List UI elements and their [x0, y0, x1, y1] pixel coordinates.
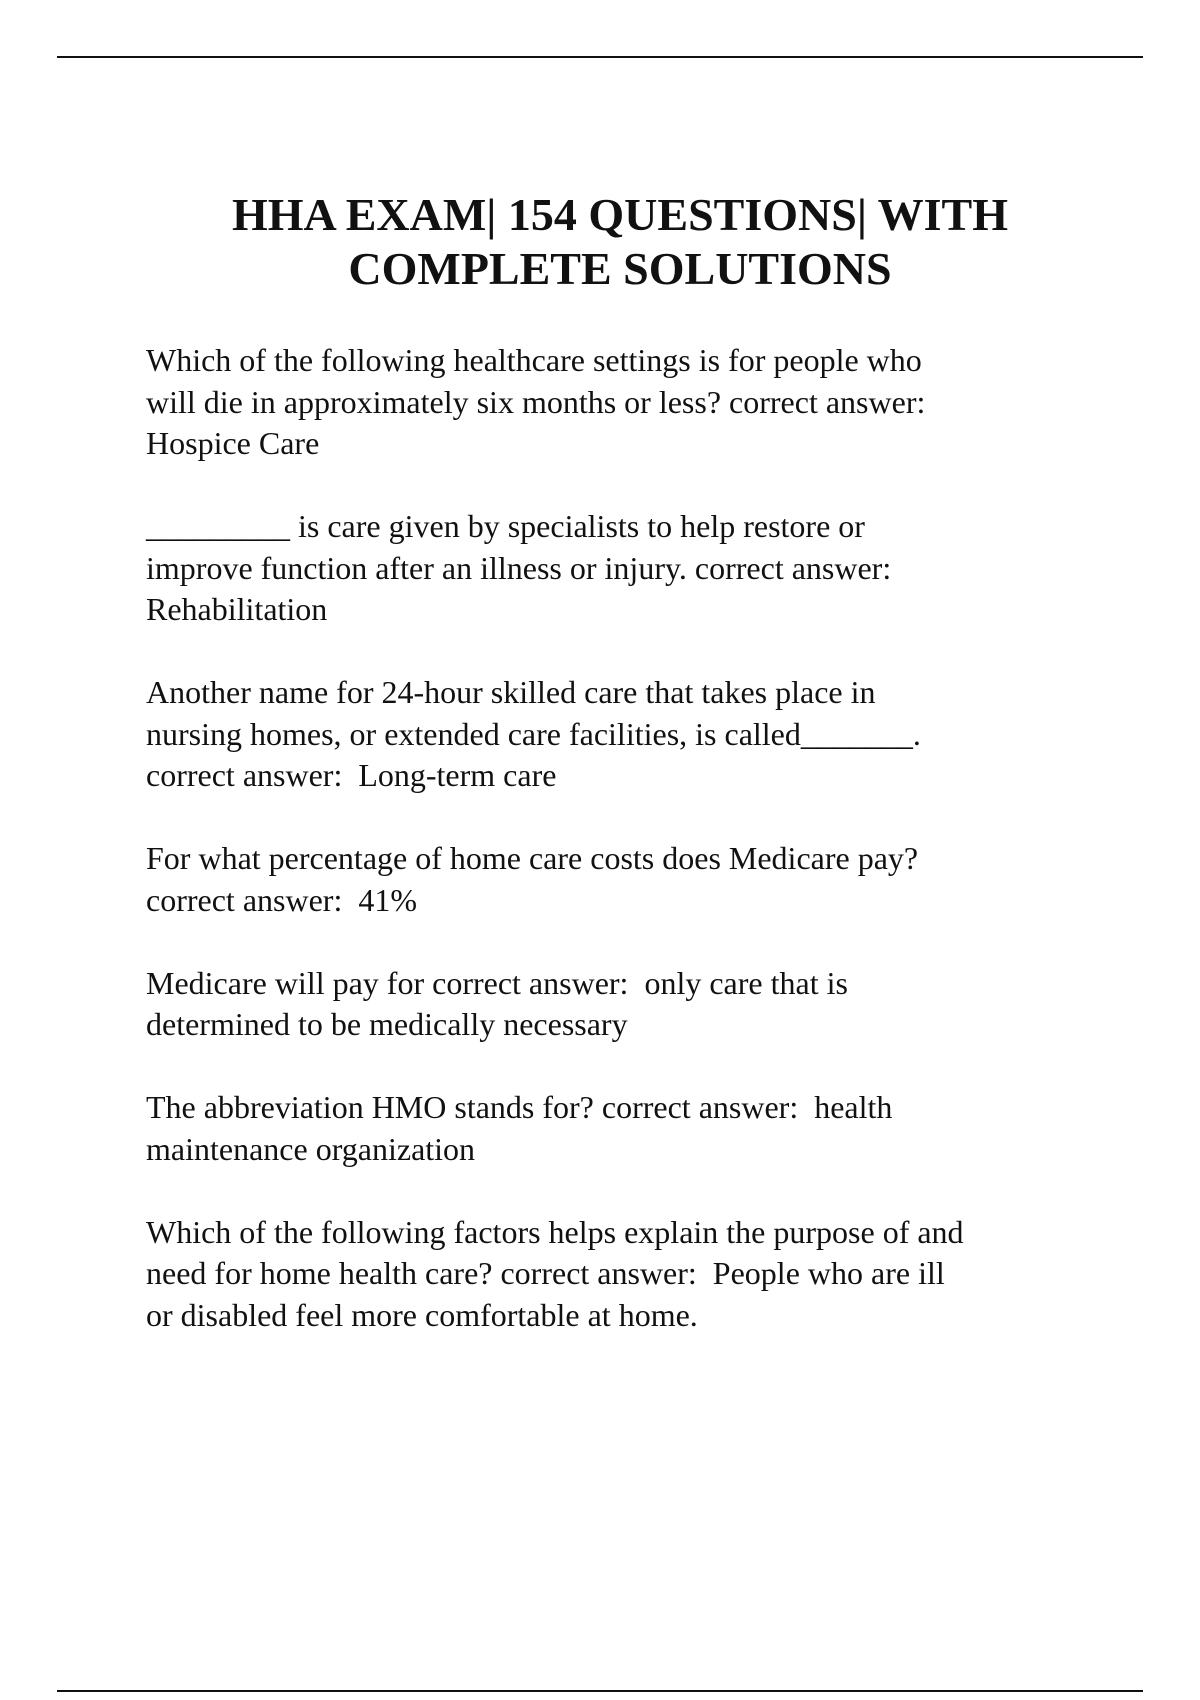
answer-line: correct answer: Long-term care: [146, 757, 557, 793]
bottom-rule: [57, 1690, 1143, 1692]
question-line: improve function after an illness or injury. correct answer:: [146, 549, 892, 586]
question-line: Which of the following factors helps explain the purpose of and: [146, 1213, 964, 1250]
question-item: [146, 506, 1096, 631]
question-line: Which of the following healthcare settings is for people who: [146, 342, 922, 378]
question-item: [146, 963, 1096, 1046]
question-item: [146, 1087, 1096, 1170]
answer-line: or disabled feel more comfortable at home.: [146, 1296, 698, 1333]
question-item: [146, 838, 1096, 921]
title-line: HHA EXAM| 154 QUESTIONS| WITH: [231, 189, 1008, 240]
question-item: [146, 672, 1096, 797]
answer-line: maintenance organization: [146, 1130, 476, 1167]
question-line: nursing homes, or extended care facilities, is called_______.: [146, 715, 921, 752]
question-line: Another name for 24-hour skilled care that takes place in: [146, 674, 876, 710]
answer-line: determined to be medically necessary: [146, 1006, 628, 1042]
top-rule: [57, 56, 1143, 58]
question-item: [146, 1212, 1096, 1337]
question-line: The abbreviation HMO stands for? correct answer: health: [146, 1089, 893, 1125]
question-line: will die in approximately six months or less? correct answer:: [146, 383, 926, 420]
page-title: [60, 188, 1180, 296]
question-line: _________ is care given by specialists to help restore or: [146, 508, 865, 544]
answer-line: Rehabilitation: [146, 591, 328, 627]
question-line: For what percentage of home care costs does Medicare pay?: [146, 840, 919, 876]
question-line: Medicare will pay for correct answer: only care that is: [146, 964, 848, 1001]
title-line: COMPLETE SOLUTIONS: [348, 243, 892, 294]
question-item: [146, 340, 1096, 465]
answer-line: Hospice Care: [146, 425, 320, 461]
question-line: need for home health care? correct answer: People who are ill: [146, 1255, 945, 1291]
answer-line: correct answer: 41%: [146, 881, 417, 918]
question-list: [146, 340, 1096, 1378]
